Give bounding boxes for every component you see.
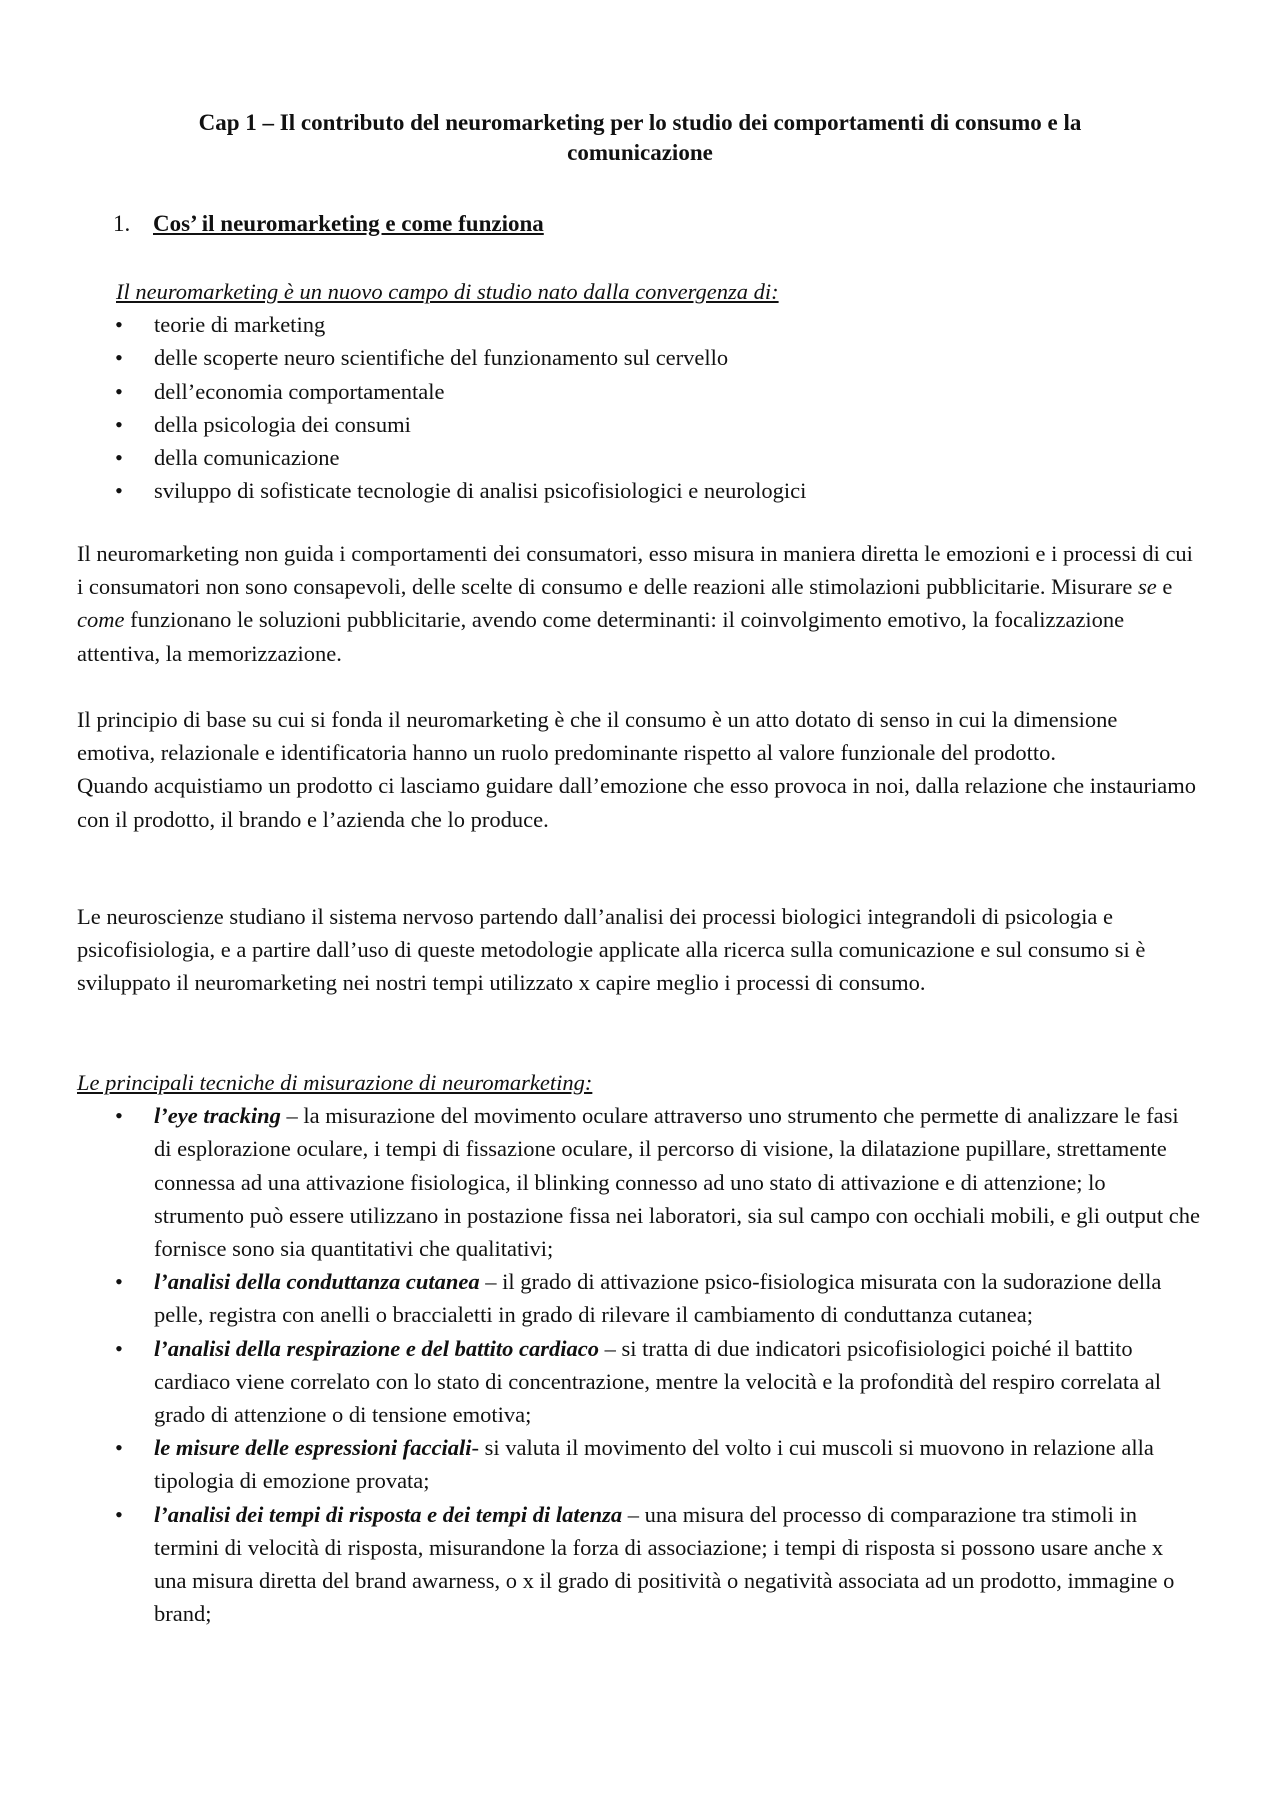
technique-text: - si valuta il movimento del volto i cui muscoli si muovono in relazione alla tipologia di emozione provata;	[154, 1435, 1154, 1494]
bullet-icon: •	[115, 312, 123, 338]
technique-text: – la misurazione del movimento oculare attraverso uno strumento che permette di analizzare le fasi di esplorazione oculare, i tempi di fissazione oculare, il percorso di visione, la dilatazione pupillare, strettamente connessa ad una attivazione fisiologica, il blinking connesso ad uno stato di attivazione e di attenzione; lo strumento può essere utilizzano in postazione fissa nei laboratori, sia sul campo con occhiali mobili, e gli output che fornisce sono sia quantitativi che qualitativi;	[154, 1103, 1200, 1262]
paragraph-1-se: se	[1137, 574, 1157, 600]
techniques-block	[77, 1066, 1201, 1630]
list-item-text: dell’economia comportamentale	[154, 378, 445, 404]
list-item	[77, 1431, 1201, 1497]
list-item-text: teorie di marketing	[154, 312, 326, 338]
paragraph-1	[77, 537, 1201, 670]
paragraph-2b: Quando acquistiamo un prodotto ci lasciamo guidare dall’emozione che esso provoca in noi, dalla relazione che instauriamo con il prodotto, il brando e l’azienda che lo produce.	[77, 773, 1197, 832]
chapter-title: Cap 1 – Il contributo del neuromarketing per lo studio dei comportamenti di consumo e la comunicazione	[198, 110, 1082, 165]
technique-text: – una misura del processo di comparazione tra stimoli in termini di velocità di risposta, misurandone la forza di associazione; i tempi di risposta si possono usare anche x una misura diretta del brand awarness, o x il grado di positività o negatività associata ad un prodotto, immagine o brand;	[154, 1501, 1175, 1627]
list-item	[77, 341, 1201, 374]
paragraph-1-come: come	[77, 607, 125, 633]
list-item	[77, 1099, 1201, 1265]
list-item-text: della comunicazione	[154, 445, 340, 471]
paragraph-1-and: e	[1156, 574, 1173, 600]
list-item	[77, 1498, 1201, 1631]
bullet-icon: •	[115, 1435, 123, 1461]
technique-text: – si tratta di due indicatori psicofisiologici poiché il battito cardiaco viene correlato con lo stato di concentrazione, mentre la velocità e la profondità del respiro correlata al grado di attenzione o di tensione emotiva;	[154, 1335, 1162, 1428]
bullet-icon: •	[115, 1501, 123, 1527]
list-item	[77, 441, 1201, 474]
bullet-icon: •	[115, 1269, 123, 1295]
technique-term: l’eye tracking	[154, 1103, 281, 1129]
list-item-text: sviluppo di sofisticate tecnologie di analisi psicofisiologici e neurologici	[154, 478, 807, 504]
section-heading-text: Cos’ il neuromarketing e come funziona	[153, 211, 544, 236]
technique-term: l’analisi della respirazione e del battito cardiaco	[154, 1335, 599, 1361]
list-item	[77, 1265, 1201, 1331]
techniques-lead: Le principali tecniche di misurazione di neuromarketing:	[77, 1070, 593, 1095]
list-item-text: della psicologia dei consumi	[154, 411, 411, 437]
paragraph-1-text-b: funzionano le soluzioni pubblicitarie, avendo come determinanti: il coinvolgimento emotivo, la focalizzazione attentiva, la memorizzazione.	[77, 607, 1125, 666]
paragraph-3: Le neuroscienze studiano il sistema nervoso partendo dall’analisi dei processi biologici integrandoli di psicologia e psicofisiologia, e a partire dall’uso di queste metodologie applicate alla ricerca sulla comunicazione e sul consumo si è sviluppato il neuromarketing nei nostri tempi utilizzato x capire meglio i processi di consumo.	[77, 904, 1146, 996]
intro-list	[77, 308, 1201, 507]
paragraph-1-text-a: Il neuromarketing non guida i comportamenti dei consumatori, esso misura in maniera diretta le emozioni e i processi di cui i consumatori non sono consapevoli, delle scelte di consumo e delle reazioni alle stimolazioni pubblicitarie. Misurare	[77, 541, 1193, 600]
intro-block	[77, 275, 1201, 507]
section-number: 1.	[113, 211, 131, 236]
list-item	[77, 375, 1201, 408]
bullet-icon: •	[115, 378, 123, 404]
paragraph-2a: Il principio di base su cui si fonda il neuromarketing è che il consumo è un atto dotato di senso in cui la dimensione emotiva, relazionale e identificatoria hanno un ruolo predominante rispetto al valore funzionale del prodotto.	[77, 707, 1118, 766]
bullet-icon: •	[115, 345, 123, 371]
technique-term: l’analisi della conduttanza cutanea	[154, 1269, 480, 1295]
bullet-icon: •	[115, 1335, 123, 1361]
section-heading	[113, 209, 544, 239]
list-item	[77, 408, 1201, 441]
intro-lead: Il neuromarketing è un nuovo campo di studio nato dalla convergenza di:	[116, 279, 779, 304]
list-item	[77, 308, 1201, 341]
bullet-icon: •	[115, 411, 123, 437]
techniques-list	[77, 1099, 1201, 1630]
list-item	[77, 1332, 1201, 1432]
bullet-icon: •	[115, 478, 123, 504]
technique-term: l’analisi dei tempi di risposta e dei tempi di latenza	[154, 1501, 623, 1527]
list-item	[77, 474, 1201, 507]
technique-term: le misure delle espressioni facciali	[154, 1435, 472, 1461]
bullet-icon: •	[115, 1103, 123, 1129]
list-item-text: delle scoperte neuro scientifiche del funzionamento sul cervello	[154, 345, 729, 371]
paragraph-2	[77, 703, 1201, 836]
technique-text: – il grado di attivazione psico-fisiologica misurata con la sudorazione della pelle, registra con anelli o braccialetti in grado di rilevare il cambiamento di conduttanza cutanea;	[154, 1269, 1162, 1328]
bullet-icon: •	[115, 445, 123, 471]
